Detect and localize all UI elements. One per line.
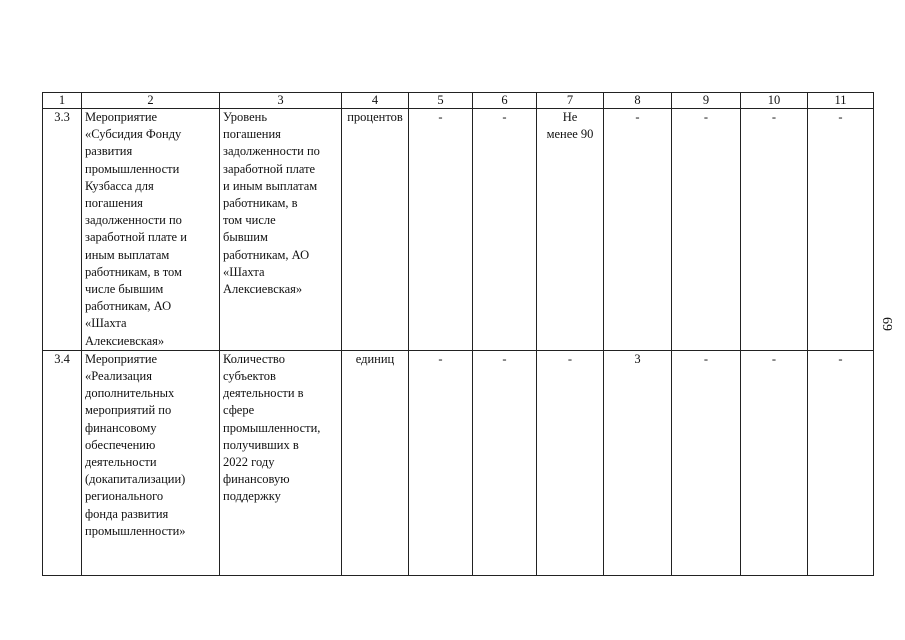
unit-cell: единиц xyxy=(342,350,409,575)
column-header: 2 xyxy=(82,93,220,109)
header-row xyxy=(43,93,874,109)
column-header: 3 xyxy=(220,93,342,109)
value-cell: - xyxy=(808,350,874,575)
value-cell: - xyxy=(672,350,741,575)
indicator-cell: Количество субъектов деятельности в сфере промышленности, получивших в 2022 году финансовую поддержку xyxy=(220,350,342,575)
column-header: 9 xyxy=(672,93,741,109)
column-header: 7 xyxy=(537,93,604,109)
row-number-cell: 3.4 xyxy=(43,350,82,575)
value-cell: - xyxy=(473,350,537,575)
column-header: 10 xyxy=(741,93,808,109)
measure-cell: Мероприятие «Субсидия Фонду развития промышленности Кузбасса для погашения задолженности по заработной плате и иным выплатам работникам, в том числе бывшим работникам, АО «Шахта Алексиевская» xyxy=(82,109,220,351)
column-header: 1 xyxy=(43,93,82,109)
column-header: 8 xyxy=(604,93,672,109)
column-header: 6 xyxy=(473,93,537,109)
value-cell: - xyxy=(409,109,473,351)
program-indicators-table xyxy=(42,92,874,576)
value-cell: - xyxy=(808,109,874,351)
value-cell: - xyxy=(409,350,473,575)
value-cell: - xyxy=(604,109,672,351)
column-header: 4 xyxy=(342,93,409,109)
value-cell: - xyxy=(741,109,808,351)
row-number-cell: 3.3 xyxy=(43,109,82,351)
indicator-cell: Уровень погашения задолженности по заработной плате и иным выплатам работникам, в том числе бывшим работникам, АО «Шахта Алексиевская» xyxy=(220,109,342,351)
column-header: 11 xyxy=(808,93,874,109)
page-number: 69 xyxy=(879,317,894,331)
value-cell: - xyxy=(473,109,537,351)
table-row xyxy=(43,350,874,575)
value-cell: - xyxy=(741,350,808,575)
value-cell: - xyxy=(672,109,741,351)
table-row xyxy=(43,109,874,351)
unit-cell: процентов xyxy=(342,109,409,351)
value-cell: - xyxy=(537,350,604,575)
value-cell: 3 xyxy=(604,350,672,575)
column-header: 5 xyxy=(409,93,473,109)
measure-cell: Мероприятие «Реализация дополнительных мероприятий по финансовому обеспечению деятельности (докапитализации) регионального фонда развития промышленности» xyxy=(82,350,220,575)
value-cell: Не менее 90 xyxy=(537,109,604,351)
